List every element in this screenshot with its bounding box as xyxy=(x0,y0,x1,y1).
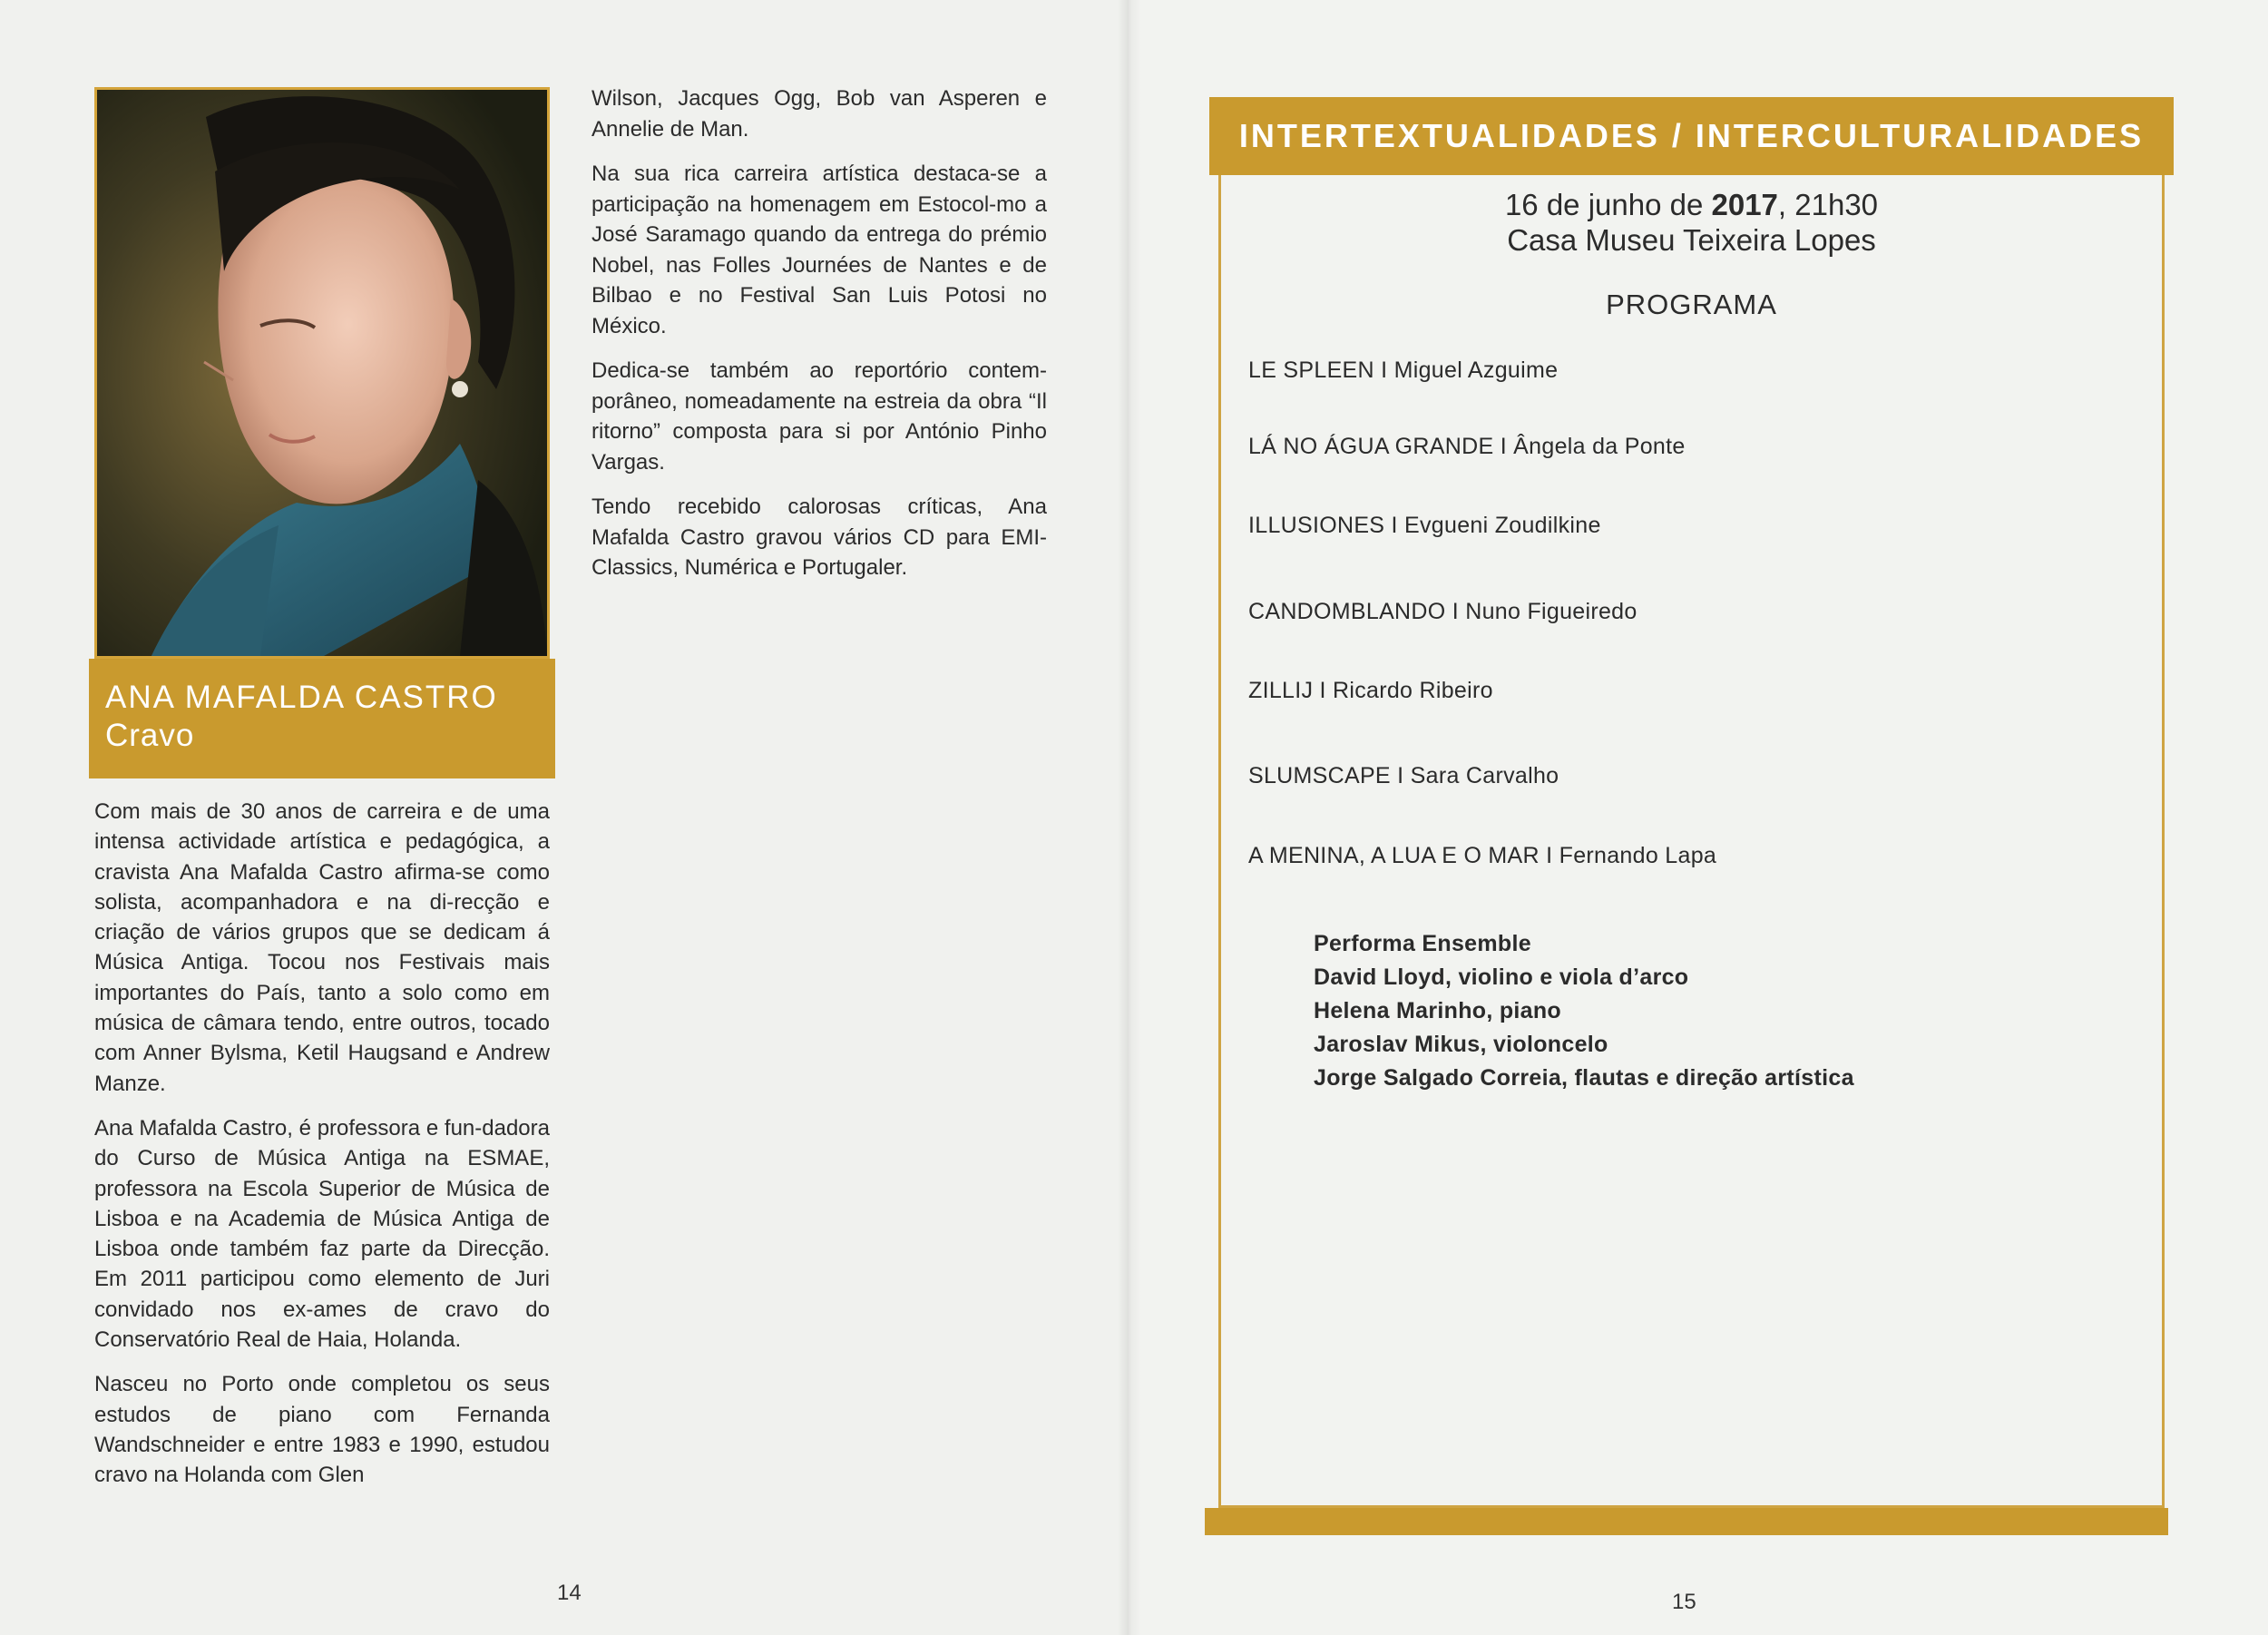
artist-name: ANA MAFALDA CASTRO xyxy=(105,680,498,715)
bio-paragraph: Tendo recebido calorosas críticas, Ana Mafalda Castro gravou vários CD para EMI-Classics, Numérica e Portugaler. xyxy=(591,494,1047,580)
artist-name-block xyxy=(89,659,555,778)
performer-line: Jorge Salgado Correia, flautas e direção artística xyxy=(1314,1065,1854,1091)
program-work: A MENINA, A LUA E O MAR I Fernando Lapa xyxy=(1248,843,1717,868)
event-venue: Casa Museu Teixeira Lopes xyxy=(1507,223,1876,257)
bio-paragraph: Com mais de 30 anos de carreira e de uma intensa actividade artística e pedagógica, a cravista Ana Mafalda Castro afirma-se como solista, acompanhadora e na di-recção e criação de vários grupos que se dedicam á Música Antiga. Tocou nos Festivais mais importantes do País, tanto a solo como em música de câmara tendo, entre outros, tocado com Anner Bylsma, Ketil Haugsand e Andrew Manze. xyxy=(94,799,550,1096)
page-number-left: 14 xyxy=(557,1581,582,1605)
artist-portrait xyxy=(94,87,550,659)
booklet-spine xyxy=(1118,0,1141,1635)
event-year: 2017 xyxy=(1711,188,1778,221)
program-work: CANDOMBLANDO I Nuno Figueiredo xyxy=(1248,599,1637,624)
program-work: ZILLIJ I Ricardo Ribeiro xyxy=(1248,678,1493,703)
performer-line: Performa Ensemble xyxy=(1314,931,1531,956)
bio-paragraph: Wilson, Jacques Ogg, Bob van Asperen e Annelie de Man. xyxy=(591,86,1047,142)
bio-paragraph: Na sua rica carreira artística destaca-se a participação na homenagem em Estocol-mo a José Saramago quando da entrega do prémio Nobel, nas Folles Journées de Nantes e de Bilbao e no Festival San Luis Potosi no México. xyxy=(591,162,1047,338)
program-work: ILLUSIONES I Evgueni Zoudilkine xyxy=(1248,513,1601,538)
program-work: LÁ NO ÁGUA GRANDE I Ângela da Ponte xyxy=(1248,434,1686,459)
bio-paragraph: Nasceu no Porto onde completou os seus estudos de piano com Fernanda Wandschneider e entre 1983 e 1990, estudou cravo na Holanda com Glen xyxy=(94,1372,550,1488)
event-time: , 21h30 xyxy=(1777,188,1879,221)
programa-heading: PROGRAMA xyxy=(1606,289,1777,320)
program-bottom-bar xyxy=(1205,1508,2168,1535)
program-work: LE SPLEEN I Miguel Azguime xyxy=(1248,357,1559,383)
event-date-prefix: 16 de junho de xyxy=(1504,188,1704,221)
program-work: SLUMSCAPE I Sara Carvalho xyxy=(1248,763,1559,788)
page-number-right: 15 xyxy=(1672,1590,1696,1614)
bio-paragraph: Ana Mafalda Castro, é professora e fun-dadora do Curso de Música Antiga na ESMAE, professora na Escola Superior de Música de Lisboa e na Academia de Música Antiga de Lisboa onde também faz parte da Direcção. Em 2011 participou como elemento de Juri convidado nos ex-ames de cravo do Conservatório Real de Haia, Holanda. xyxy=(94,1115,550,1353)
performer-line: Helena Marinho, piano xyxy=(1314,998,1561,1023)
program-banner-title: INTERTEXTUALIDADES / INTERCULTURALIDADES xyxy=(1209,97,2174,175)
performer-line: David Lloyd, violino e viola d’arco xyxy=(1314,964,1689,990)
bio-column-left xyxy=(94,797,550,1505)
event-date xyxy=(1218,187,2165,223)
bio-column-right xyxy=(591,83,1047,598)
bio-paragraph: Dedica-se também ao reportório contem-porâneo, nomeadamente na estreia da obra “Il ritorno” composta para si por António Pinho Vargas. xyxy=(591,358,1047,475)
performers-list xyxy=(1314,927,1854,1095)
performer-line: Jaroslav Mikus, violoncelo xyxy=(1314,1032,1608,1057)
artist-instrument: Cravo xyxy=(105,718,195,753)
